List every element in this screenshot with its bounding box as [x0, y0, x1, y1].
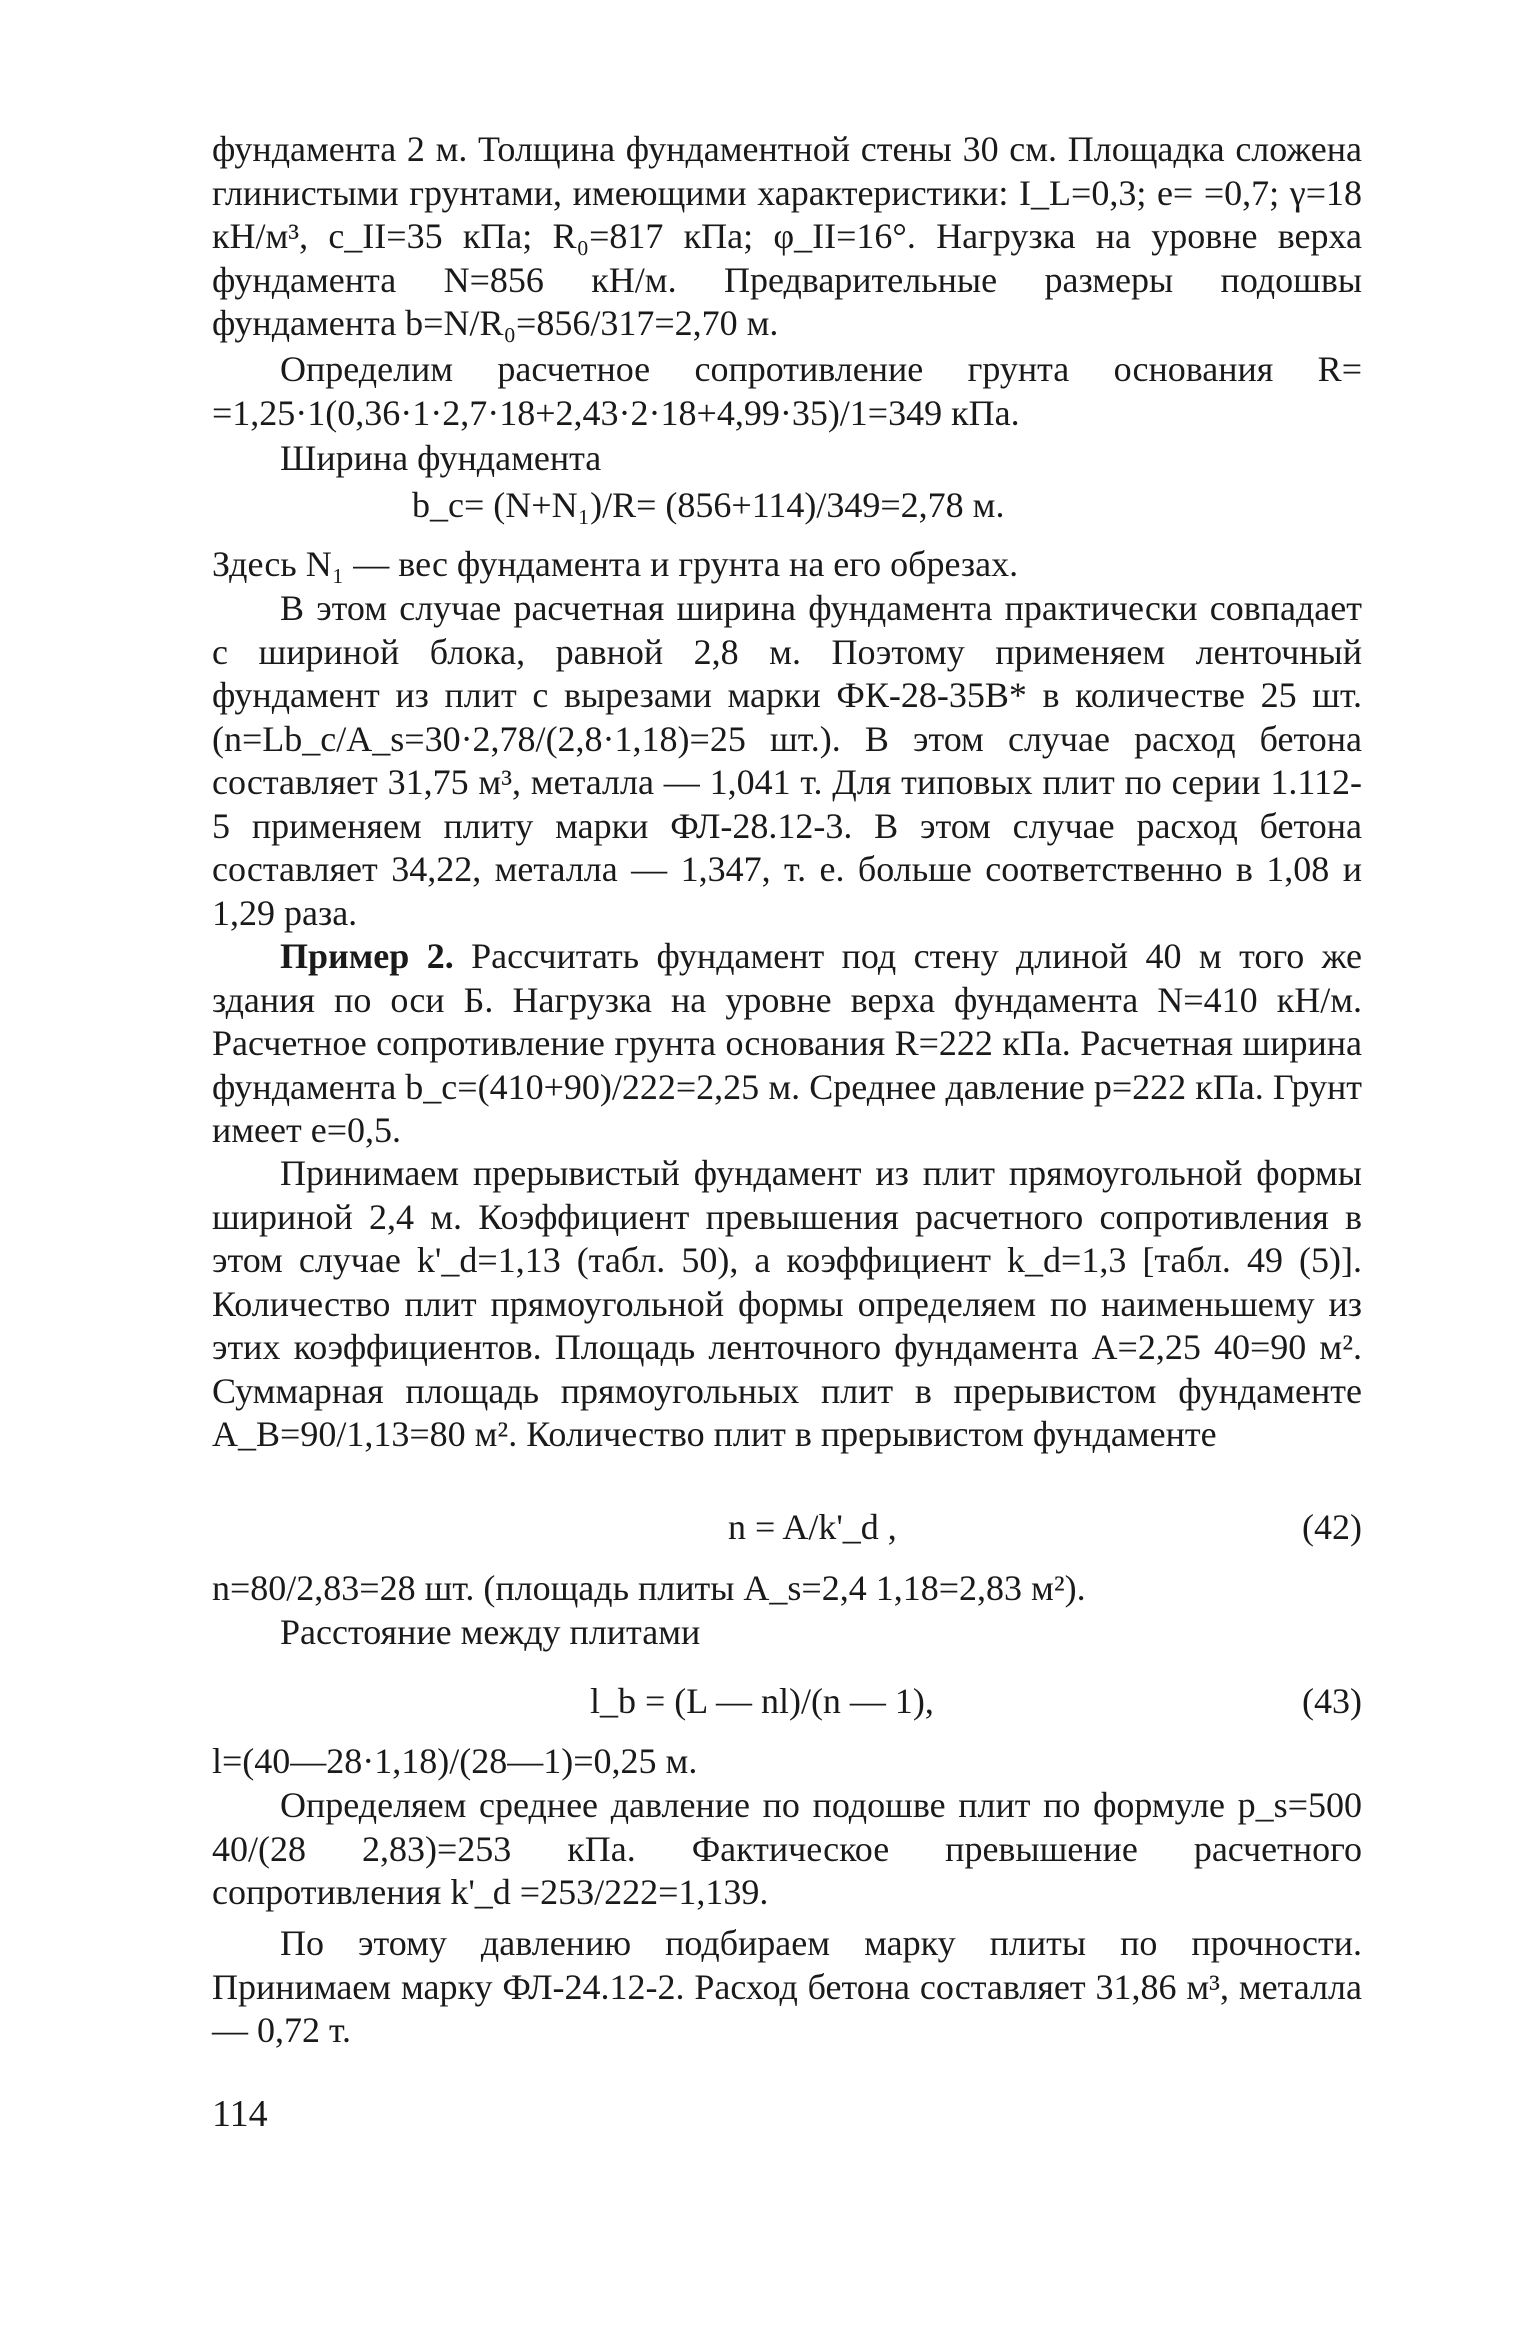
paragraph-9 [212, 1611, 1362, 1655]
page-number: 114 [212, 2093, 268, 2135]
paragraph-text: Определим расчетное сопротивление грунта основания R= =1,25·1(0,36·1·2,7·18+2,43·2·18+4,99·35)/1=349 кПа. [212, 349, 1362, 433]
equation-number-43: (43) [1302, 1681, 1362, 1721]
example-heading: Пример 2. [280, 936, 454, 976]
paragraph-text: Определяем среднее давление по подошве плит по формуле p_s=500 40/(28 2,83)=253 кПа. Фактическое превышение расчетного сопротивления k'_d =253/222=1,139. [212, 1785, 1362, 1912]
paragraph-text: Здесь N₁ — вес фундамента и грунта на его обрезах. [212, 544, 1019, 584]
paragraph-8 [212, 1567, 1362, 1611]
formula-43: l_b = (L — nl)/(n — 1), [590, 1681, 934, 1721]
formula-bc: b_c= (N+N₁)/R= (856+114)/349=2,78 м. [412, 485, 1005, 525]
paragraph-6 [212, 935, 1362, 1153]
paragraph-12 [212, 1922, 1362, 2053]
formula-42: n = A/k'_d , [728, 1507, 897, 1547]
paragraph-1 [212, 128, 1362, 346]
equation-number-42: (42) [1302, 1507, 1362, 1547]
paragraph-text: По этому давлению подбираем марку плиты по прочности. Принимаем марку ФЛ-24.12-2. Расход бетона составляет 31,86 м³, металла — 0,72 т. [212, 1923, 1362, 2050]
paragraph-text: Принимаем прерывистый фундамент из плит прямоугольной формы шириной 2,4 м. Коэффициент превышения расчетного сопротивления в этом случае k'_d=1,13 (табл. 50), а коэффициент k_d=1,3 [табл. 49 (5)]. Количество плит прямоугольной формы определяем по наименьшему из этих коэффициентов. Площадь ленточного фундамента A=2,25 40=90 м². Суммарная площадь прямоугольных плит в прерывистом фундаменте A_B=90/1,13=80 м². Количество плит в прерывистом фундаменте [212, 1153, 1362, 1454]
paragraph-text: l=(40—28·1,18)/(28—1)=0,25 м. [212, 1741, 698, 1781]
paragraph-4 [212, 543, 1362, 587]
paragraph-3 [212, 437, 1362, 481]
paragraph-2 [212, 348, 1362, 435]
paragraph-text: Расстояние между плитами [280, 1612, 701, 1652]
paragraph-11 [212, 1784, 1362, 1915]
paragraph-5 [212, 587, 1362, 935]
paragraph-text: фундамента 2 м. Толщина фундаментной стены 30 см. Площадка сложена глинистыми грунтами, имеющими характеристики: I_L=0,3; e= =0,7; γ=18 кН/м³, c_II=35 кПа; R₀=817 кПа; φ_II=16°. Нагрузка на уровне верха фундамента N=856 кН/м. Предварительные размеры подошвы фундамента b=N/R₀=856/317=2,70 м. [212, 129, 1362, 343]
paragraph-7 [212, 1152, 1362, 1457]
paragraph-text: Ширина фундамента [280, 438, 602, 478]
paragraph-text: n=80/2,83=28 шт. (площадь плиты A_s=2,4 1,18=2,83 м²). [212, 1568, 1086, 1608]
paragraph-text: В этом случае расчетная ширина фундамента практически совпадает с шириной блока, равной 2,8 м. Поэтому применяем ленточный фундамент из плит с вырезами марки ФК-28-35В* в количестве 25 шт. (n=Lb_c/A_s=30·2,78/(2,8·1,18)=25 шт.). В этом случае расход бетона составляет 31,75 м³, металла — 1,041 т. Для типовых плит по серии 1.112-5 применяем плиту марки ФЛ-28.12-3. В этом случае расход бетона составляет 34,22, металла — 1,347, т. е. больше соответственно в 1,08 и 1,29 раза. [212, 588, 1362, 933]
paragraph-10 [212, 1740, 1362, 1784]
paragraph-text: Рассчитать фундамент под стену длиной 40 м того же здания по оси Б. Нагрузка на уровне верха фундамента N=410 кН/м. Расчетное сопротивление грунта основания R=222 кПа. Расчетная ширина фундамента b_c=(410+90)/222=2,25 м. Среднее давление p=222 кПа. Грунт имеет e=0,5. [212, 936, 1362, 1150]
